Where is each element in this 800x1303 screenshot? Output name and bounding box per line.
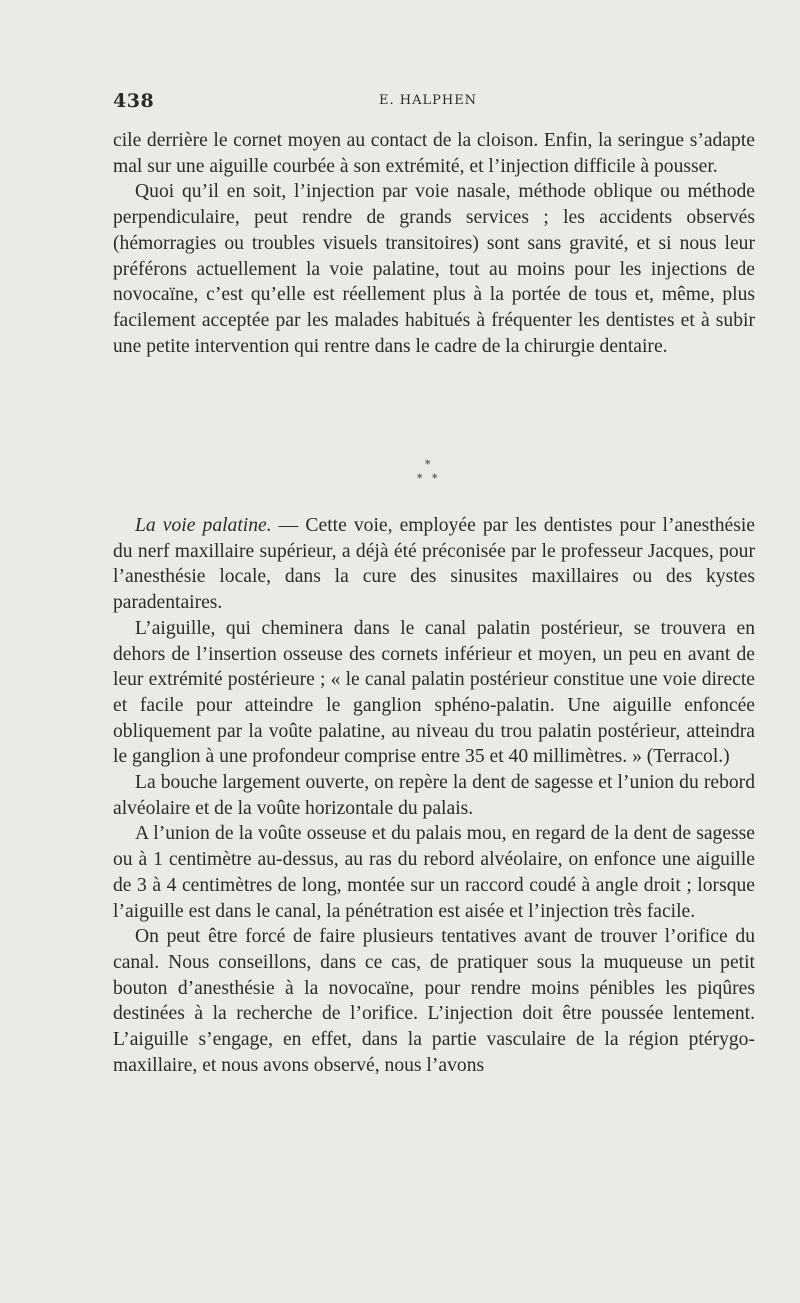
paragraph-needle-path: L’aiguille, qui cheminera dans le canal palatin postérieur, se trouvera en dehors de l’insertion osseuse des cornets inférieur et moyen, un peu en avant de leur extrémité postérieure ; « le canal palatin postérieur constitue une voie directe et facile pour atteindre le ganglion sphéno-palatin. Une aiguille enfoncée obliquement par la voûte palatine, au niveau du trou palatin postérieur, atteindra le ganglion à une profondeur comprise entre 35 et 40 millimètres. » (Terracol.) xyxy=(113,617,755,768)
text-block-top xyxy=(113,128,755,359)
page-number: 438 xyxy=(113,90,155,112)
paragraph-palatine-intro xyxy=(113,513,755,616)
asterism-star: * xyxy=(417,472,423,485)
paragraph-mouth-open: La bouche largement ouverte, on repère la dent de sagesse et l’union du rebord alvéolaire et de la voûte horizontale du palais. xyxy=(113,772,755,819)
asterism-star: * xyxy=(425,458,431,471)
section-asterism xyxy=(415,458,445,492)
asterism-star: * xyxy=(432,472,438,485)
section-heading: La voie palatine. xyxy=(135,515,272,536)
paragraph-nasal-route: Quoi qu’il en soit, l’injection par voie nasale, méthode oblique ou méthode perpendiculaire, peut rendre de grands services ; les accidents observés (hémorragies ou troubles visuels transitoires) sont sans gravité, et si nous leur préférons actuellement la voie palatine, tout au moins pour les injections de novocaïne, c’est qu’elle est réellement plus à la portée de tous et, même, plus facilement acceptée par les malades habitués à fréquenter les dentistes et à subir une petite intervention qui rentre dans le cadre de la chirurgie dentaire. xyxy=(113,181,755,357)
page-header xyxy=(113,90,753,112)
paragraph-text: — Cette voie, employée par les dentistes pour l’anesthésie du nerf maxillaire supérieur, a déjà été préconisée par le professeur Jacques, pour l’anesthésie locale, dans la cure des sinusites maxillaires ou des kystes paradentaires. xyxy=(113,515,755,614)
running-head: E. HALPHEN xyxy=(379,93,478,108)
paragraph-attempts: On peut être forcé de faire plusieurs tentatives avant de trouver l’orifice du canal. Nous conseillons, dans ce cas, de pratiquer sous la muqueuse un petit bouton d’anesthésie à la novocaïne, pour rendre moins pénibles les piqûres destinées à la recherche de l’orifice. L’injection doit être poussée lentement. L’aiguille s’engage, en effet, dans la partie vasculaire de la région ptérygo-maxillaire, et nous avons observé, nous l’avons xyxy=(113,926,755,1076)
paragraph-continuation: cile derrière le cornet moyen au contact de la cloison. Enfin, la seringue s’adapte mal sur une aiguille courbée à son extrémité, et l’injection difficile à pousser. xyxy=(113,130,755,177)
text-block-palatine xyxy=(113,513,755,1078)
paragraph-injection-site: A l’union de la voûte osseuse et du palais mou, en regard de la dent de sagesse ou à 1 centimètre au-dessus, au ras du rebord alvéolaire, on enfonce une aiguille de 3 à 4 centimètres de long, montée sur un raccord coudé à angle droit ; lorsque l’aiguille est dans le canal, la pénétration est aisée et l’injection très facile. xyxy=(113,823,755,922)
